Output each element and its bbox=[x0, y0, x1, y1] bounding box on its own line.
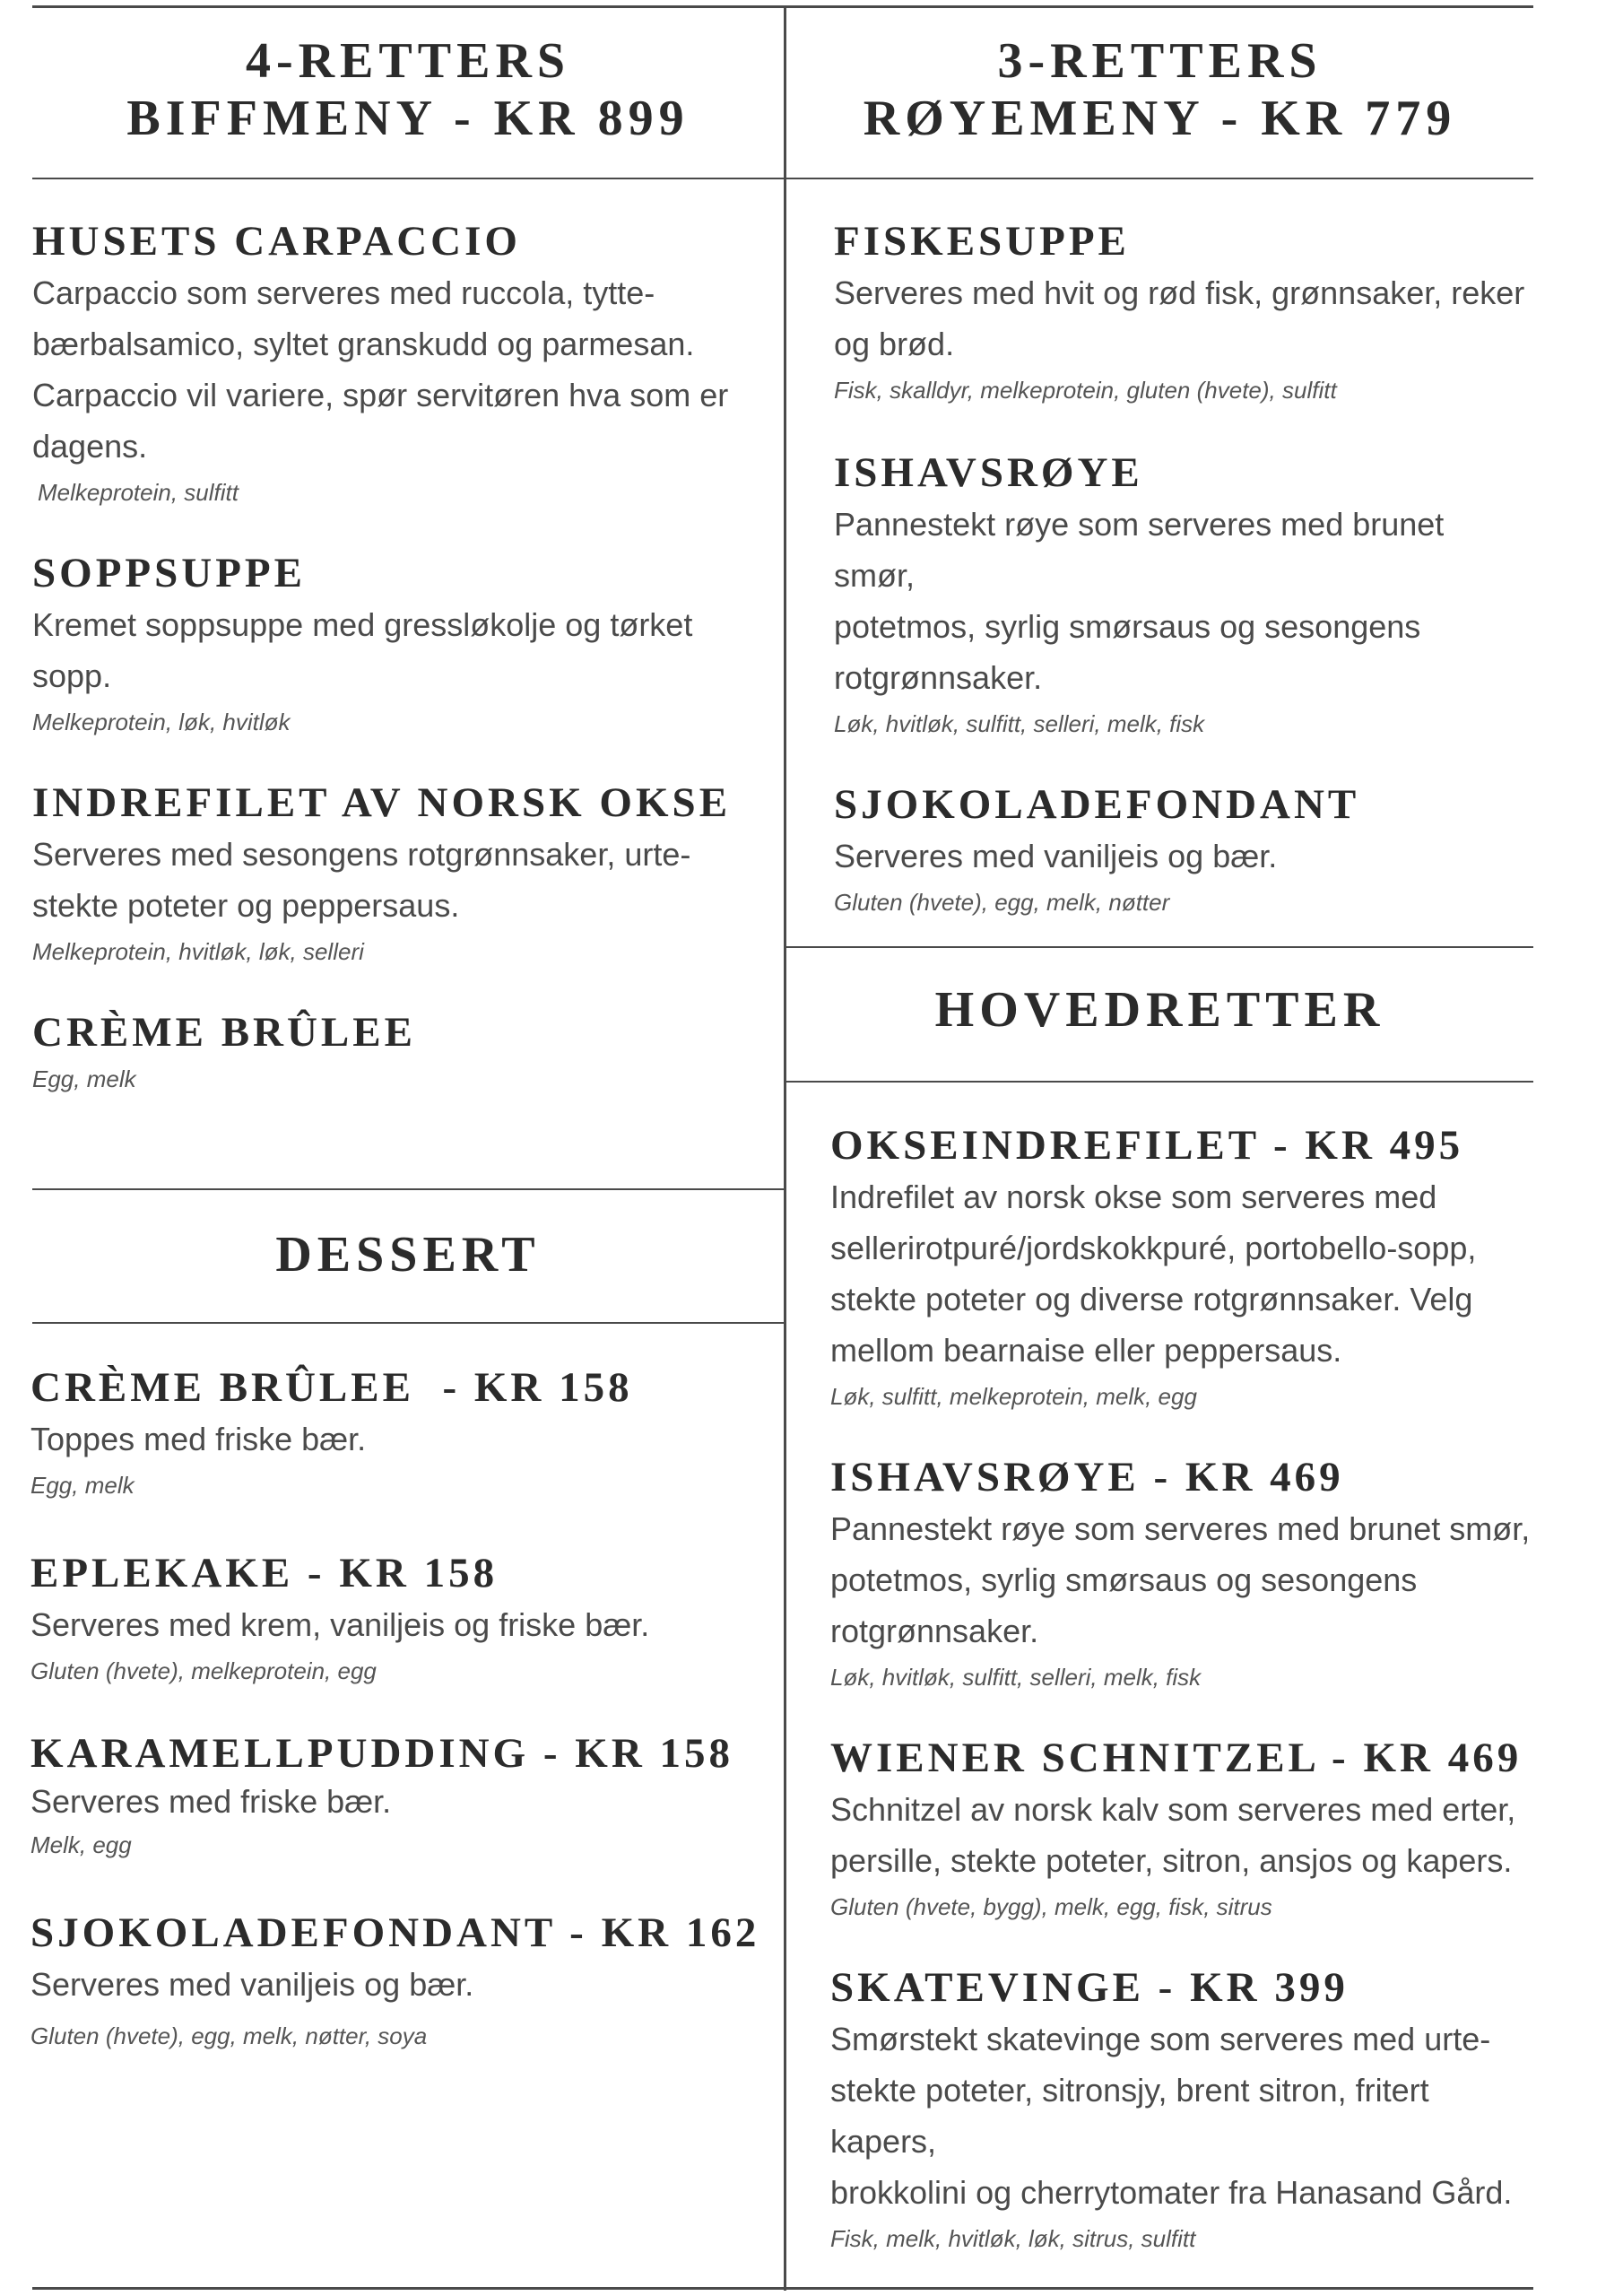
item-description: Indrefilet av norsk okse som serveres med sellerirotpuré/jordskokkpuré, portobello-sopp, stekte poteter og diverse rotgrønnsaker. Velg mellom bearnaise eller peppersaus. bbox=[830, 1178, 1477, 1369]
item-name: CRÈME BRÛLEE - KR 158 bbox=[30, 1364, 633, 1411]
biffmeny-title: 4-RETTERS BIFFMENY - KR 899 bbox=[126, 33, 690, 146]
dessert-title: DESSERT bbox=[275, 1227, 541, 1283]
item-name: KARAMELLPUDDING - KR 158 bbox=[30, 1730, 734, 1777]
item-description: Serveres med friske bær. bbox=[30, 1783, 392, 1820]
royemeny-title: 3-RETTERS RØYEMENY - KR 779 bbox=[863, 33, 1457, 146]
item-allergens: Gluten (hvete), egg, melk, nøtter, soya bbox=[30, 2022, 428, 2049]
item-allergens: Gluten (hvete), melkeprotein, egg bbox=[30, 1657, 377, 1684]
menu-item bbox=[30, 1547, 775, 1692]
item-name: HUSETS CARPACCIO bbox=[32, 218, 521, 265]
item-name: SKATEVINGE - KR 399 bbox=[830, 1964, 1349, 2011]
item-allergens: Melkeprotein, løk, hvitløk bbox=[32, 709, 291, 735]
biffmeny-list bbox=[32, 215, 777, 1100]
item-name: SJOKOLADEFONDANT bbox=[834, 781, 1360, 828]
top-rule bbox=[32, 5, 1533, 8]
right-header-rule bbox=[786, 178, 1533, 179]
hovedretter-top-rule bbox=[786, 946, 1533, 948]
item-name: ISHAVSRØYE - KR 469 bbox=[830, 1454, 1344, 1500]
item-allergens: Melkeprotein, hvitløk, løk, selleri bbox=[32, 938, 364, 965]
item-allergens: Fisk, skalldyr, melkeprotein, gluten (hvete), sulfitt bbox=[834, 377, 1337, 404]
menu-item bbox=[30, 1907, 775, 2057]
item-description: Serveres med krem, vaniljeis og friske bær. bbox=[30, 1606, 650, 1643]
menu-item bbox=[32, 547, 777, 743]
item-description: Schnitzel av norsk kalv som serveres med erter, persille, stekte poteter, sitron, ansjos og kapers. bbox=[830, 1791, 1516, 1879]
menu-item bbox=[30, 1727, 775, 1866]
menu-item bbox=[834, 778, 1533, 923]
dessert-bottom-rule bbox=[32, 1322, 784, 1324]
item-description: Toppes med friske bær. bbox=[30, 1421, 367, 1457]
item-name: OKSEINDREFILET - KR 495 bbox=[830, 1122, 1464, 1169]
menu-item bbox=[32, 777, 777, 972]
royemeny-list bbox=[834, 215, 1533, 923]
item-description: Serveres med hvit og rød fisk, grønnsaker, reker og brød. bbox=[834, 274, 1525, 362]
bottom-rule bbox=[32, 2287, 1533, 2290]
dessert-top-rule bbox=[32, 1188, 784, 1190]
item-name: INDREFILET AV NORSK OKSE bbox=[32, 779, 732, 826]
item-name: ISHAVSRØYE bbox=[834, 449, 1143, 496]
hovedretter-title: HOVEDRETTER bbox=[934, 982, 1385, 1038]
item-allergens: Egg, melk bbox=[30, 1472, 135, 1499]
menu-item bbox=[32, 215, 777, 513]
column-divider bbox=[784, 5, 786, 2291]
item-allergens: Gluten (hvete), egg, melk, nøtter bbox=[834, 889, 1170, 916]
menu-item bbox=[834, 215, 1533, 411]
item-description: Smørstekt skatevinge som serveres med urte- stekte poteter, sitronsjy, brent sitron, fritert kapers, brokkolini og cherrytomater fra Hanasand Gård. bbox=[830, 2021, 1513, 2211]
menu-item bbox=[830, 1961, 1533, 2259]
item-allergens: Gluten (hvete, bygg), melk, egg, fisk, sitrus bbox=[830, 1893, 1272, 1920]
item-name: CRÈME BRÛLEE bbox=[32, 1009, 416, 1056]
item-allergens: Egg, melk bbox=[32, 1065, 136, 1092]
menu-item bbox=[30, 1361, 775, 1506]
dessert-list bbox=[30, 1361, 775, 2057]
item-allergens: Melkeprotein, sulfitt bbox=[38, 479, 239, 506]
hovedretter-bottom-rule bbox=[786, 1081, 1533, 1083]
item-description: Serveres med sesongens rotgrønnsaker, urte- stekte poteter og peppersaus. bbox=[32, 836, 691, 924]
menu-item bbox=[830, 1451, 1533, 1698]
left-header-rule bbox=[32, 178, 784, 179]
item-name: SJOKOLADEFONDANT - KR 162 bbox=[30, 1909, 760, 1956]
menu-item bbox=[32, 1006, 777, 1100]
item-allergens: Løk, hvitløk, sulfitt, selleri, melk, fisk bbox=[834, 710, 1205, 737]
item-description: Serveres med vaniljeis og bær. bbox=[30, 1966, 474, 2003]
item-name: FISKESUPPE bbox=[834, 218, 1130, 265]
item-name: SOPPSUPPE bbox=[32, 550, 306, 596]
menu-item bbox=[830, 1732, 1533, 1927]
item-allergens: Melk, egg bbox=[30, 1831, 132, 1858]
item-description: Pannestekt røye som serveres med brunet smør, potetmos, syrlig smørsaus og sesongens rotgrønnsaker. bbox=[830, 1510, 1531, 1649]
item-description: Carpaccio som serveres med ruccola, tytte- bærbalsamico, syltet granskudd og parmesan. Carpaccio vil variere, spør servitøren hva som er dagens. bbox=[32, 274, 729, 465]
item-description: Serveres med vaniljeis og bær. bbox=[834, 838, 1278, 874]
item-description: Kremet soppsuppe med gressløkolje og tørket sopp. bbox=[32, 606, 693, 694]
hovedretter-list bbox=[830, 1119, 1533, 2259]
item-allergens: Løk, hvitløk, sulfitt, selleri, melk, fisk bbox=[830, 1664, 1202, 1691]
item-name: WIENER SCHNITZEL - KR 469 bbox=[830, 1735, 1523, 1781]
item-allergens: Løk, sulfitt, melkeprotein, melk, egg bbox=[830, 1383, 1197, 1410]
item-name: EPLEKAKE - KR 158 bbox=[30, 1550, 499, 1596]
item-description: Pannestekt røye som serveres med brunet smør, potetmos, syrlig smørsaus og sesongens rotgrønnsaker. bbox=[834, 506, 1445, 696]
menu-item bbox=[830, 1119, 1533, 1417]
menu-item bbox=[834, 447, 1533, 744]
item-allergens: Fisk, melk, hvitløk, løk, sitrus, sulfitt bbox=[830, 2225, 1196, 2252]
